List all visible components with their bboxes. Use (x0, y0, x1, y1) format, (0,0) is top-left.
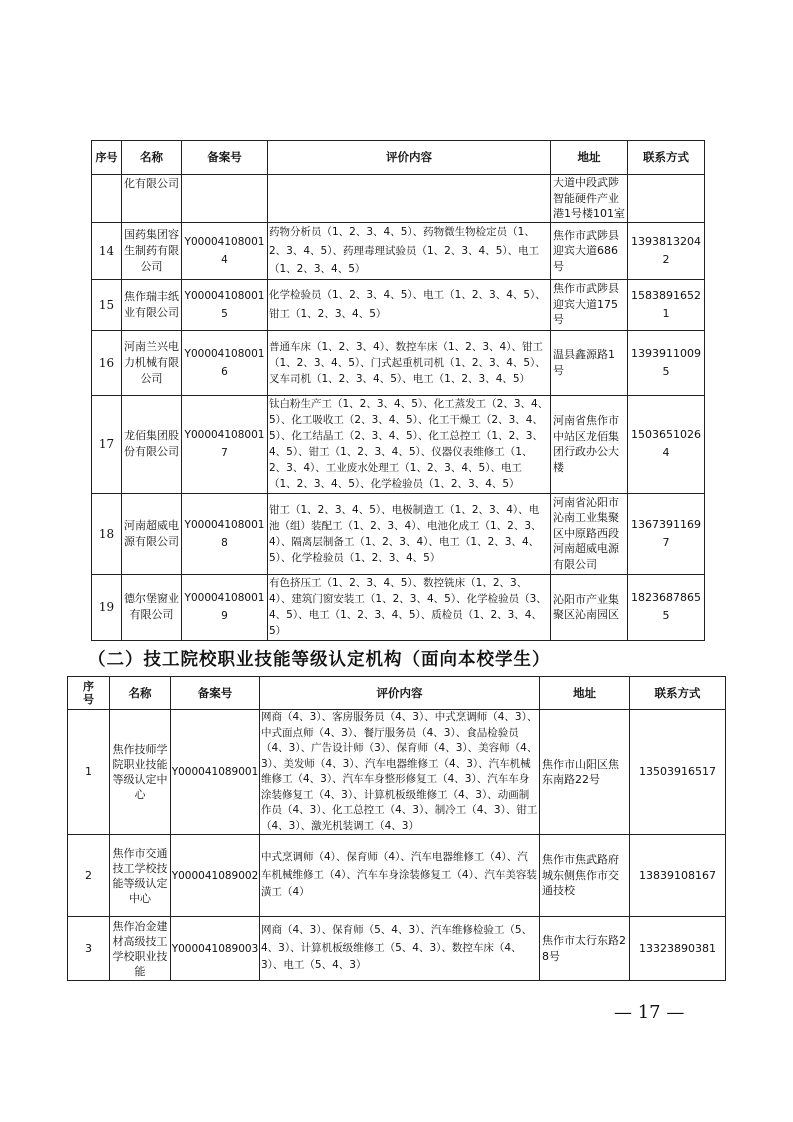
record-number: Y000041080017 (182, 395, 268, 493)
row-seq: 18 (92, 493, 122, 574)
institution-table-2 (67, 676, 726, 981)
header-seq: 序号 (68, 677, 110, 710)
evaluation-content: 钛白粉生产工（1、2、3、4、5）、化工蒸发工（2、3、4、5）、化工吸收工（2、3、4、5）、化工干燥工（2、3、4、5）、化工结晶工（2、3、4、5）、化工总控工（1、2、3、4、5）、钳工（1、2、3、4、5）、仪器仪表维修工（1、2、3、4）、工业废水处理工（1、2、3、4、5）、电工（1、2、3、4、5）、化学检验员（1、2、3、4、5） (268, 395, 551, 493)
header-content: 评价内容 (268, 141, 551, 175)
phone-number: 13839108167 (630, 835, 726, 917)
table-row (92, 279, 705, 330)
record-number: Y000041089001 (171, 710, 260, 835)
table-row (92, 223, 705, 280)
header-name: 名称 (110, 677, 171, 710)
table-row (92, 395, 705, 493)
table-row-continued (92, 175, 705, 223)
header-content: 评价内容 (260, 677, 540, 710)
evaluation-content: 网商（4、3）、保育师（5、4、3）、汽车维修检验工（5、4、3）、计算机板级维修工（5、4、3）、数控车床（4、3）、电工（5、4、3） (260, 917, 540, 981)
org-address: 焦作市焦武路府城东侧焦作市交通技校 (540, 835, 630, 917)
table-row (68, 710, 726, 835)
evaluation-content: 化学检验员（1、2、3、4、5）、电工（1、2、3、4、5）、钳工（1、2、3、4、5） (268, 279, 551, 330)
table-row (68, 835, 726, 917)
phone-number: 13673911697 (628, 493, 705, 574)
table-row (92, 574, 705, 640)
org-name: 焦作瑞丰纸业有限公司 (122, 279, 182, 330)
table-header-row (92, 141, 705, 175)
org-address: 沁阳市产业集聚区沁南园区 (551, 574, 628, 640)
table-row (92, 493, 705, 574)
phone-number: 13939110095 (628, 330, 705, 395)
row-seq: 15 (92, 279, 122, 330)
phone-number: 13503916517 (630, 710, 726, 835)
record-number: Y000041089002 (171, 835, 260, 917)
org-address: 河南省焦作市中站区龙佰集团行政办公大楼 (551, 395, 628, 493)
phone-number: 13323890381 (630, 917, 726, 981)
row-seq: 19 (92, 574, 122, 640)
row-seq: 2 (68, 835, 110, 917)
evaluation-content: 钳工（1、2、3、4、5）、电极制造工（1、2、3、4）、电池（组）装配工（1、2、3、4）、电池化成工（1、2、3、4）、隔离层制备工（1、2、3、4）、电工（1、2、3、4、5）、化学检验员（1、2、3、4、5） (268, 493, 551, 574)
header-address: 地址 (551, 141, 628, 175)
header-contact: 联系方式 (628, 141, 705, 175)
org-address: 河南省沁阳市沁南工业集聚区中原路西段河南超威电源有限公司 (551, 493, 628, 574)
evaluation-content: 网商（4、3）、客房服务员（4、3）、中式烹调师（4、3）、中式面点师（4、3）、餐厅服务员（4、3）、食品检验员（4、3）、广告设计师（3）、保育师（4、3）、美容师（4、3）、美发师（4、3）、汽车电器维修工（4、3）、汽车机械维修工（4、3）、汽车车身整形修复工（4、3）、汽车车身涂装修复工（4、3）、计算机板级维修工（4、3）、动画制作员（4、3）、化工总控工（4、3）、制冷工（4、3）、钳工（4、3）、激光机装调工（4、3） (260, 710, 540, 835)
phone-number: 15838916521 (628, 279, 705, 330)
evaluation-content: 药物分析员（1、2、3、4、5）、药物微生物检定员（1、2、3、4、5）、药理毒理试验员（1、2、3、4、5）、电工（1、2、3、4、5） (268, 223, 551, 280)
org-address: 焦作市山阳区焦东南路22号 (540, 710, 630, 835)
header-name: 名称 (122, 141, 182, 175)
org-address: 焦作市太行东路28号 (540, 917, 630, 981)
org-address: 大道中段武陟智能硬件产业港1号楼101室 (551, 175, 628, 223)
org-name: 德尔堡窗业有限公司 (122, 574, 182, 640)
row-seq: 17 (92, 395, 122, 493)
org-name: 河南兰兴电力机械有限公司 (122, 330, 182, 395)
header-seq: 序号 (92, 141, 122, 175)
org-name: 龙佰集团股份有限公司 (122, 395, 182, 493)
record-number: Y000041080014 (182, 223, 268, 280)
org-name: 焦作冶金建材高级技工学校职业技能 (110, 917, 171, 981)
record-number: Y000041080015 (182, 279, 268, 330)
record-number: Y000041080016 (182, 330, 268, 395)
org-name: 国药集团容生制药有限公司 (122, 223, 182, 280)
phone-number: 15036510264 (628, 395, 705, 493)
org-name: 焦作技师学院职业技能等级认定中心 (110, 710, 171, 835)
table-header-row (68, 677, 726, 710)
org-address: 焦作市武陟县迎宾大道175号 (551, 279, 628, 330)
row-seq: 14 (92, 223, 122, 280)
row-seq: 3 (68, 917, 110, 981)
org-name: 焦作市交通技工学校技能等级认定中心 (110, 835, 171, 917)
institution-table-1 (91, 140, 705, 641)
evaluation-content: 有色挤压工（1、2、3、4、5）、数控铣床（1、2、3、4）、建筑门窗安装工（1、2、3、4、5）、化学检验员（3、4、5）、电工（1、2、3、4、5）、质检员（1、2、3、4、5） (268, 574, 551, 640)
record-number: Y000041080019 (182, 574, 268, 640)
org-name: 化有限公司 (122, 175, 182, 223)
phone-number: 18236878655 (628, 574, 705, 640)
row-seq: 1 (68, 710, 110, 835)
section-heading: （二）技工院校职业技能等级认定机构（面向本校学生） (88, 650, 551, 670)
record-number: Y000041089003 (171, 917, 260, 981)
org-name: 河南超威电源有限公司 (122, 493, 182, 574)
row-seq: 16 (92, 330, 122, 395)
org-address: 焦作市武陟县迎宾大道686号 (551, 223, 628, 280)
table-row (92, 330, 705, 395)
page-number: — 17 — (614, 1002, 685, 1023)
table-row (68, 917, 726, 981)
evaluation-content: 普通车床（1、2、3、4）、数控车床（1、2、3、4）、钳工（1、2、3、4、5）、门式起重机司机（1、2、3、4、5）、叉车司机（1、2、3、4、5）、电工（1、2、3、4、5） (268, 330, 551, 395)
org-address: 温县鑫源路1号 (551, 330, 628, 395)
header-contact: 联系方式 (630, 677, 726, 710)
phone-number: 13938132042 (628, 223, 705, 280)
record-number: Y000041080018 (182, 493, 268, 574)
header-record: 备案号 (182, 141, 268, 175)
header-address: 地址 (540, 677, 630, 710)
header-record: 备案号 (171, 677, 260, 710)
evaluation-content: 中式烹调师（4）、保育师（4）、汽车电器维修工（4）、汽车机械维修工（4）、汽车车身涂装修复工（4）、汽车美容装潢工（4） (260, 835, 540, 917)
